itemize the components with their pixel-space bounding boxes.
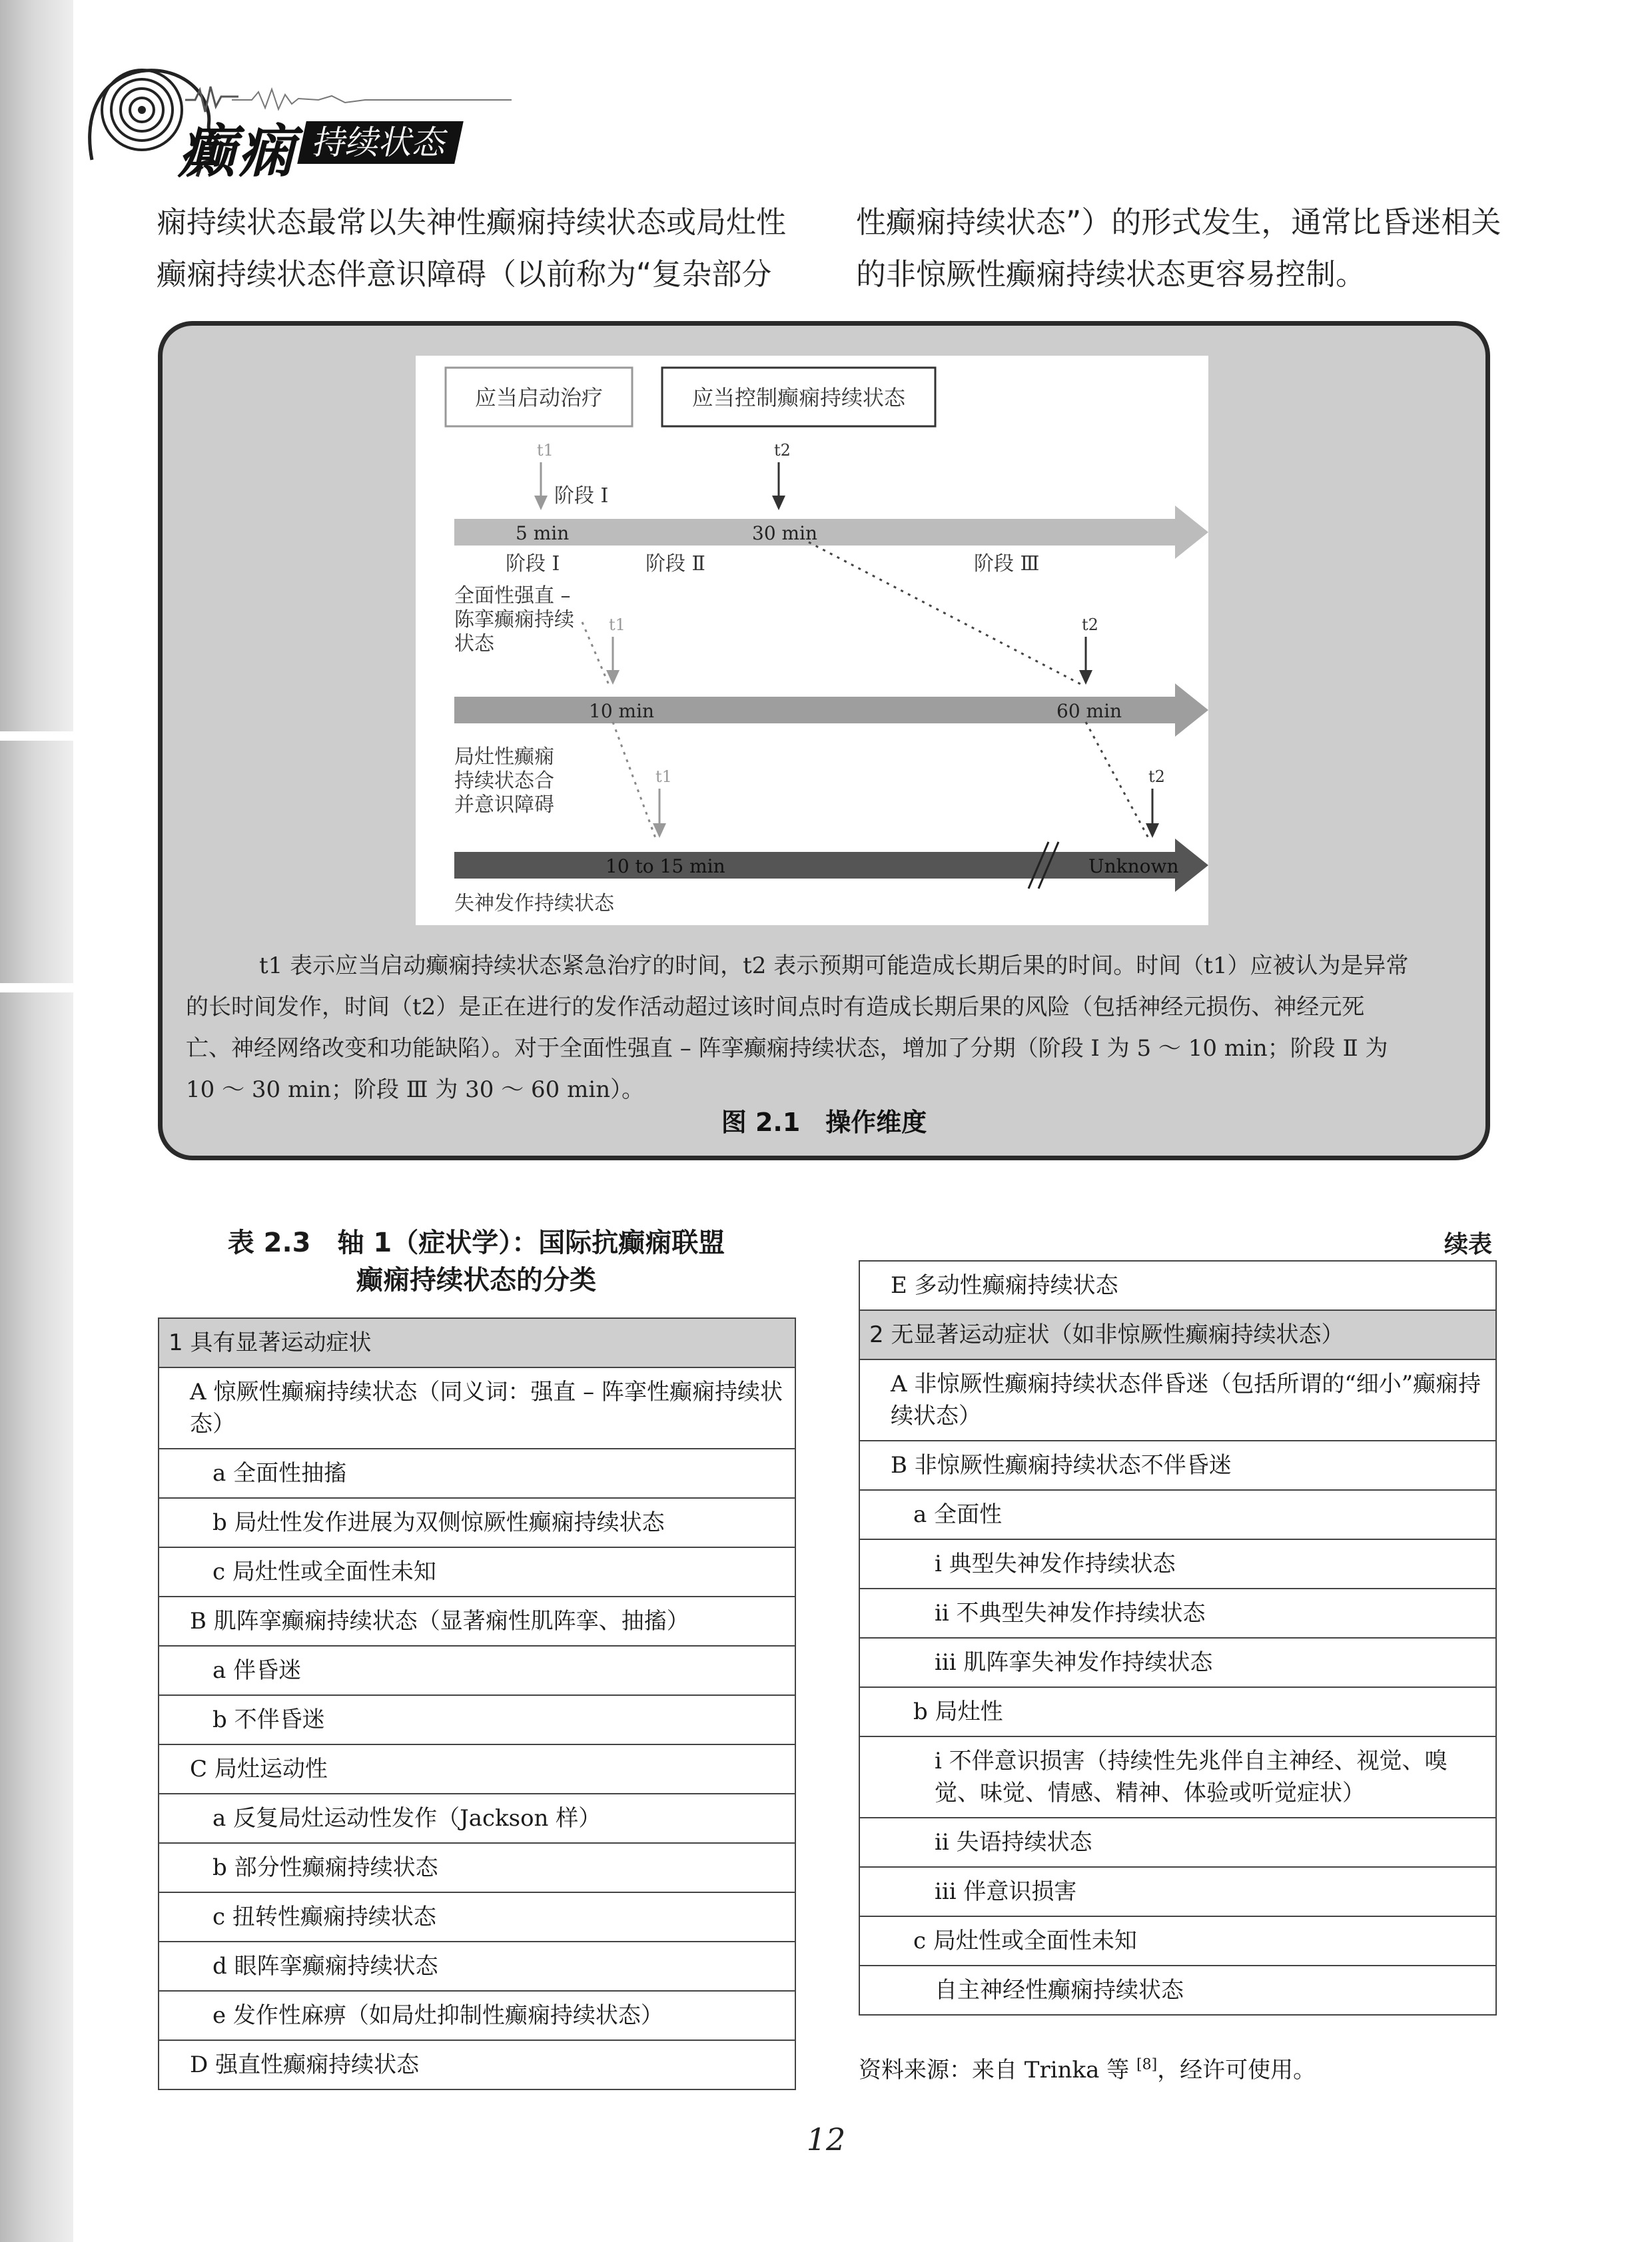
table-row [159,1794,795,1843]
table-row [859,1261,1496,1310]
legend-control-label: 应当控制癫痫持续状态 [691,385,906,410]
table-caption: 表 2.3 轴 1（症状学）：国际抗癫痫联盟 癫痫持续状态的分类 [227,1228,725,1296]
intro-left-column [157,196,809,300]
table-row [859,1916,1496,1966]
edge-marker [0,731,73,741]
table-row [159,1991,795,2040]
chapter-header [79,60,505,185]
table-cell: e 发作性麻痹（如局灶抑制性癫痫持续状态） [159,1991,795,2040]
table-row [859,1966,1496,2015]
table-cell: a 全面性抽搐 [159,1449,795,1498]
table-cell: ii 不典型失神发作持续状态 [859,1589,1496,1638]
continued-label: 续表 [1444,1231,1492,1258]
classification-table-left [158,1317,796,2090]
row3-label: 失神发作持续状态 [454,892,614,915]
text-line: 癫痫持续状态伴意识障碍（以前称为“复杂部分 [157,256,772,292]
table-cell: A 惊厥性癫痫持续状态（同义词：强直 – 阵挛性癫痫持续状态） [159,1367,795,1449]
table-row [159,1892,795,1942]
table-cell: E 多动性癫痫持续状态 [859,1261,1496,1310]
table-cell: 2 无显著运动症状（如非惊厥性癫痫持续状态） [859,1310,1496,1359]
table-row [159,1843,795,1892]
note-line: 亡、神经网络改变和功能缺陷）。对于全面性强直 – 阵挛癫痫持续状态，增加了分期（阶段 Ⅰ 为 5 ～ 10 min；阶段 Ⅱ 为 [186,1035,1388,1062]
figure-caption: 图 2.1 操作维度 [721,1108,927,1137]
table-cell: a 全面性 [859,1490,1496,1539]
t2-label: t2 [774,441,791,460]
table-cell: d 眼阵挛癫痫持续状态 [159,1942,795,1991]
intro-right-column [856,196,1502,300]
table-cell: b 部分性癫痫持续状态 [159,1843,795,1892]
phase1-label: 阶段 Ⅰ [506,552,560,575]
table-cell: ii 失语持续状态 [859,1818,1496,1867]
t1-label: t1 [609,615,625,634]
table-row [859,1818,1496,1867]
table-row [159,1597,795,1646]
row3-t2-value: Unknown [1088,855,1179,877]
header-subtitle: 持续状态 [297,121,464,164]
figure-box [158,321,1490,1160]
table-row [859,1589,1496,1638]
table-row [159,1547,795,1597]
table-source: 资料来源：来自 Trinka 等 [8]，经许可使用。 [859,2056,1316,2083]
table-cell: B 肌阵挛癫痫持续状态（显著痫性肌阵挛、抽搐） [159,1597,795,1646]
table-cell: c 局灶性或全面性未知 [859,1916,1496,1966]
table-cell: b 局灶性 [859,1687,1496,1736]
table-row [859,1638,1496,1687]
table-row [159,1318,795,1367]
table-cell: 自主神经性癫痫持续状态 [859,1966,1496,2015]
figure-note [186,945,1471,1110]
edge-marker [0,983,73,992]
table-cell: b 局灶性发作进展为双侧惊厥性癫痫持续状态 [159,1498,795,1547]
note-line: 10 ～ 30 min；阶段 Ⅲ 为 30 ～ 60 min）。 [186,1076,645,1103]
header-title: 癫痫 [179,119,296,185]
table-row [159,1498,795,1547]
table-cell: c 局灶性或全面性未知 [159,1547,795,1597]
table-cell: a 伴昏迷 [159,1646,795,1695]
table-row [159,1744,795,1794]
table-cell: i 典型失神发作持续状态 [859,1539,1496,1589]
table-cell: 1 具有显著运动症状 [159,1318,795,1367]
page-edge-band [0,0,73,2242]
table-cell: A 非惊厥性癫痫持续状态伴昏迷（包括所谓的“细小”癫痫持续状态） [859,1359,1496,1441]
table-cell: iii 伴意识损害 [859,1867,1496,1916]
operational-dimension-diagram [416,356,1208,925]
diagram-background [416,356,1208,925]
table-cell: c 扭转性癫痫持续状态 [159,1892,795,1942]
t1-label: t1 [537,441,554,460]
phase3-label: 阶段 Ⅲ [974,552,1040,575]
text-line: 痫持续状态最常以失神性癫痫持续状态或局灶性 [157,204,787,240]
table-cell: B 非惊厥性癫痫持续状态不伴昏迷 [859,1441,1496,1490]
table-row [859,1539,1496,1589]
table-row [159,2040,795,2089]
t1-label: t1 [655,767,672,786]
text-line: 的非惊厥性癫痫持续状态更容易控制。 [856,256,1366,292]
row3-t1-value: 10 to 15 min [606,855,725,877]
t2-label: t2 [1148,767,1165,786]
phase2-label: 阶段 Ⅱ [645,552,705,575]
table-row [159,1695,795,1744]
t2-label: t2 [1082,615,1098,634]
table-row [859,1687,1496,1736]
row2-t2-value: 60 min [1056,700,1122,722]
table-row [159,1942,795,1991]
text-line: 性癫痫持续状态”）的形式发生，通常比昏迷相关 [856,204,1501,240]
row1-t2-value: 30 min [752,522,818,544]
table-row [859,1867,1496,1916]
table-row [859,1490,1496,1539]
page-number: 12 [806,2121,846,2157]
table-row [159,1646,795,1695]
note-line: t1 表示应当启动癫痫持续状态紧急治疗的时间，t2 表示预期可能造成长期后果的时间。时间（t1）应被认为是异常 [259,952,1409,979]
table-row [159,1449,795,1498]
table-cell: C 局灶运动性 [159,1744,795,1794]
table-row [859,1441,1496,1490]
table-row [859,1310,1496,1359]
table-row [859,1359,1496,1441]
table-row [159,1367,795,1449]
phase1-top-label: 阶段 Ⅰ [554,484,609,508]
table-cell: D 强直性癫痫持续状态 [159,2040,795,2089]
classification-table-right [859,1260,1497,2016]
table-cell: i 不伴意识损害（持续性先兆伴自主神经、视觉、嗅觉、味觉、情感、精神、体验或听觉症状） [859,1736,1496,1818]
table-row [859,1736,1496,1818]
table-cell: iii 肌阵挛失神发作持续状态 [859,1638,1496,1687]
row1-t1-value: 5 min [516,522,570,544]
table-cell: a 反复局灶运动性发作（Jackson 样） [159,1794,795,1843]
row2-label: 局灶性癫痫 持续状态合 并意识障碍 [454,745,554,817]
row1-label: 全面性强直 – 陈挛癫痫持续 状态 [454,584,574,655]
table-cell: b 不伴昏迷 [159,1695,795,1744]
legend-start-label: 应当启动治疗 [474,385,604,410]
row2-t1-value: 10 min [589,700,655,722]
row3-timeline-bar [454,852,1180,879]
note-line: 的长时间发作，时间（t2）是正在进行的发作活动超过该时间点时有造成长期后果的风险（包括神经元损伤、神经元死 [186,994,1365,1020]
